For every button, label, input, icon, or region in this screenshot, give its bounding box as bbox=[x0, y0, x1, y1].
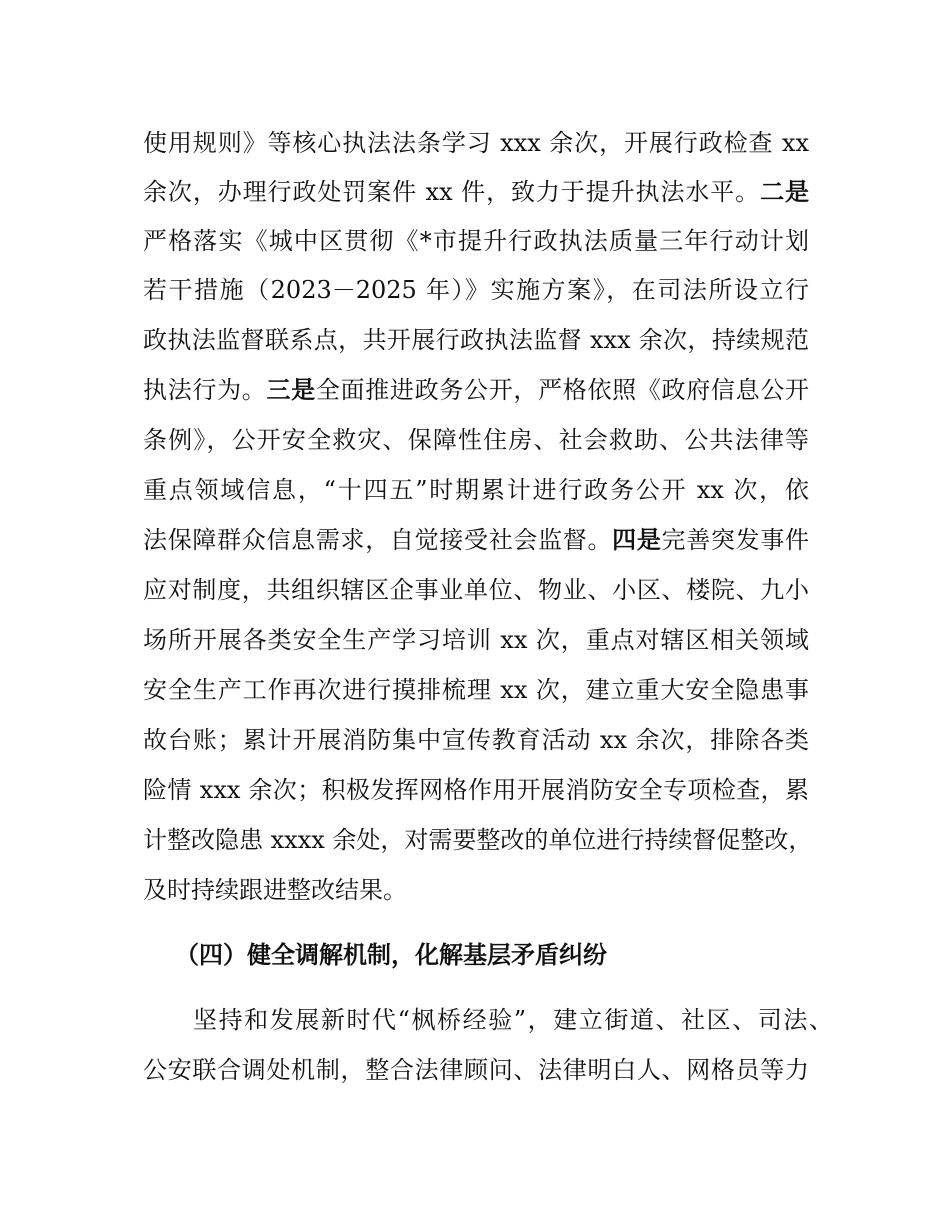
bold-keyword: 三是 bbox=[266, 376, 316, 404]
text-line bbox=[143, 825, 813, 855]
text: 重点领域信息，“十四五”时期累计进行政务公开 xx 次，依 bbox=[143, 476, 809, 504]
text-line bbox=[143, 425, 809, 455]
text-line bbox=[143, 725, 809, 755]
text-line: 公安联合调处机制，整合法律顾问、法律明白人、网格员等力 bbox=[143, 1056, 809, 1084]
bold-keyword: 四是 bbox=[612, 526, 662, 554]
text-line bbox=[143, 475, 809, 505]
text: 计整改隐患 xxxx 余处，对需要整改的单位进行持续督促整改， bbox=[143, 826, 813, 854]
text-line bbox=[143, 226, 809, 256]
text: 余次，办理行政处罚案件 xx 件，致力于提升执法水平。 bbox=[143, 178, 761, 206]
text: 严格落实《城中区贯彻《*市提升行政执法质量三年行动计划 bbox=[143, 227, 809, 255]
bold-keyword: 二是 bbox=[760, 178, 810, 206]
text: 条例》，公开安全救灾、保障性住房、社会救助、公共法律等 bbox=[143, 426, 809, 454]
text: 全面推进政务公开，严格依照《政府信息公开 bbox=[315, 376, 810, 404]
text: 险情 xxx 余次；积极发挥网格作用开展消防安全专项检查，累 bbox=[143, 776, 809, 804]
text: 安全生产工作再次进行摸排梳理 xx 次，建立重大安全隐患事 bbox=[143, 676, 809, 704]
text-line bbox=[143, 177, 809, 207]
text: 政执法监督联系点，共开展行政执法监督 xxx 余次，持续规范 bbox=[143, 326, 809, 354]
text: 故台账；累计开展消防集中宣传教育活动 xx 余次，排除各类 bbox=[143, 726, 809, 754]
text-line bbox=[143, 325, 809, 355]
text-line bbox=[143, 875, 809, 905]
text: 法保障群众信息需求，自觉接受社会监督。 bbox=[143, 526, 613, 554]
text: 若干措施（2023－2025 年）》实施方案》，在司法所设立行 bbox=[143, 276, 809, 304]
text: 执法行为。 bbox=[143, 376, 267, 404]
text-line bbox=[143, 375, 809, 405]
text-line bbox=[143, 575, 809, 605]
text-line bbox=[143, 675, 809, 705]
text-line bbox=[143, 128, 809, 158]
text-line bbox=[143, 275, 809, 305]
text-line bbox=[143, 625, 809, 655]
text-line bbox=[143, 775, 809, 805]
text: 及时持续跟进整改结果。 bbox=[143, 876, 407, 904]
section-heading: （四）健全调解机制，化解基层矛盾纠纷 bbox=[175, 941, 607, 969]
text-line: 坚持和发展新时代“枫桥经验”，建立街道、社区、司法、 bbox=[193, 1006, 833, 1034]
text: 应对制度，共组织辖区企事业单位、物业、小区、楼院、九小 bbox=[143, 576, 809, 604]
text-line bbox=[143, 525, 809, 555]
text: 场所开展各类安全生产学习培训 xx 次，重点对辖区相关领域 bbox=[143, 626, 809, 654]
text: 使用规则》等核心执法法条学习 xxx 余次，开展行政检查 xx bbox=[143, 129, 809, 157]
text: 完善突发事件 bbox=[661, 526, 810, 554]
